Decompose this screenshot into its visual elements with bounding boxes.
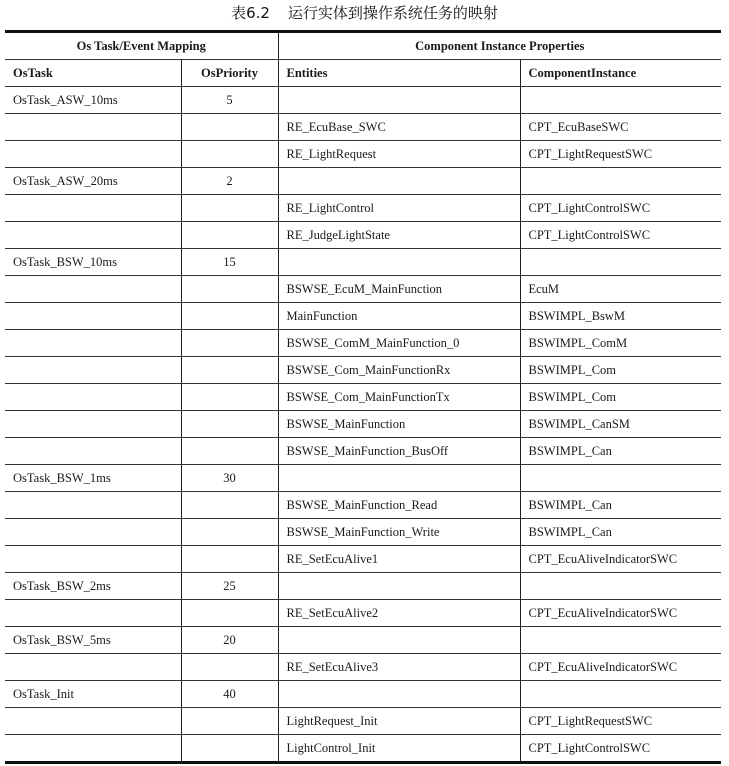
entity-cell xyxy=(278,681,520,708)
component-instance-cell: CPT_LightRequestSWC xyxy=(520,141,721,168)
table-row xyxy=(5,276,721,303)
component-instance-cell: BSWIMPL_Com xyxy=(520,384,721,411)
table-row xyxy=(5,573,721,600)
ostask-cell: OsTask_BSW_5ms xyxy=(5,627,181,654)
table-row xyxy=(5,114,721,141)
entity-cell: MainFunction xyxy=(278,303,520,330)
entity-cell: RE_LightRequest xyxy=(278,141,520,168)
table-row xyxy=(5,357,721,384)
ostask-cell xyxy=(5,492,181,519)
table-row xyxy=(5,600,721,627)
table-row xyxy=(5,87,721,114)
ostask-cell xyxy=(5,546,181,573)
ospriority-cell xyxy=(181,438,278,465)
ospriority-cell xyxy=(181,546,278,573)
entity-cell: BSWSE_Com_MainFunctionTx xyxy=(278,384,520,411)
header-group-row xyxy=(5,32,721,60)
component-instance-cell: EcuM xyxy=(520,276,721,303)
ospriority-cell: 30 xyxy=(181,465,278,492)
ospriority-cell: 2 xyxy=(181,168,278,195)
ostask-cell xyxy=(5,735,181,763)
table-row xyxy=(5,249,721,276)
table-row xyxy=(5,141,721,168)
table-caption xyxy=(0,2,729,24)
ostask-cell: OsTask_BSW_1ms xyxy=(5,465,181,492)
component-instance-cell: CPT_EcuAliveIndicatorSWC xyxy=(520,546,721,573)
ospriority-cell: 25 xyxy=(181,573,278,600)
component-instance-cell: CPT_LightControlSWC xyxy=(520,222,721,249)
ostask-cell xyxy=(5,276,181,303)
table-row xyxy=(5,546,721,573)
ospriority-cell xyxy=(181,384,278,411)
task-mapping-table xyxy=(5,30,721,764)
component-instance-cell: CPT_LightControlSWC xyxy=(520,735,721,763)
component-instance-cell: BSWIMPL_Com xyxy=(520,357,721,384)
ostask-cell xyxy=(5,303,181,330)
component-instance-cell: BSWIMPL_CanSM xyxy=(520,411,721,438)
entity-cell: BSWSE_MainFunction_Read xyxy=(278,492,520,519)
ospriority-cell xyxy=(181,357,278,384)
table-row xyxy=(5,438,721,465)
table-row xyxy=(5,465,721,492)
component-instance-cell xyxy=(520,87,721,114)
component-instance-cell xyxy=(520,168,721,195)
entity-cell: BSWSE_MainFunction_Write xyxy=(278,519,520,546)
table-body xyxy=(5,87,721,763)
column-header-ospriority: OsPriority xyxy=(181,60,278,87)
table-row xyxy=(5,384,721,411)
entity-cell: BSWSE_EcuM_MainFunction xyxy=(278,276,520,303)
column-header-entities: Entities xyxy=(278,60,520,87)
ostask-cell xyxy=(5,519,181,546)
component-instance-cell xyxy=(520,249,721,276)
entity-cell: BSWSE_MainFunction_BusOff xyxy=(278,438,520,465)
table-row xyxy=(5,627,721,654)
header-column-row xyxy=(5,60,721,87)
entity-cell: BSWSE_ComM_MainFunction_0 xyxy=(278,330,520,357)
table-row xyxy=(5,519,721,546)
entity-cell: LightRequest_Init xyxy=(278,708,520,735)
ostask-cell xyxy=(5,330,181,357)
ostask-cell xyxy=(5,384,181,411)
component-instance-cell xyxy=(520,573,721,600)
component-instance-cell: BSWIMPL_Can xyxy=(520,519,721,546)
ospriority-cell: 40 xyxy=(181,681,278,708)
ostask-cell xyxy=(5,708,181,735)
ostask-cell xyxy=(5,600,181,627)
ospriority-cell xyxy=(181,411,278,438)
ospriority-cell: 15 xyxy=(181,249,278,276)
component-instance-cell xyxy=(520,627,721,654)
entity-cell: BSWSE_Com_MainFunctionRx xyxy=(278,357,520,384)
entity-cell xyxy=(278,168,520,195)
component-instance-cell: BSWIMPL_Can xyxy=(520,438,721,465)
component-instance-cell: CPT_EcuBaseSWC xyxy=(520,114,721,141)
ospriority-cell xyxy=(181,303,278,330)
entity-cell: RE_JudgeLightState xyxy=(278,222,520,249)
entity-cell: RE_SetEcuAlive1 xyxy=(278,546,520,573)
table-row xyxy=(5,411,721,438)
entity-cell xyxy=(278,627,520,654)
component-instance-cell: BSWIMPL_ComM xyxy=(520,330,721,357)
entity-cell: RE_SetEcuAlive3 xyxy=(278,654,520,681)
ospriority-cell xyxy=(181,735,278,763)
ostask-cell xyxy=(5,195,181,222)
component-instance-cell: CPT_LightControlSWC xyxy=(520,195,721,222)
table-row xyxy=(5,330,721,357)
table-row xyxy=(5,654,721,681)
table-row xyxy=(5,195,721,222)
ospriority-cell: 5 xyxy=(181,87,278,114)
ostask-cell: OsTask_ASW_10ms xyxy=(5,87,181,114)
table-row xyxy=(5,708,721,735)
ostask-cell xyxy=(5,114,181,141)
component-instance-cell xyxy=(520,465,721,492)
ostask-cell xyxy=(5,438,181,465)
ospriority-cell xyxy=(181,114,278,141)
ospriority-cell xyxy=(181,519,278,546)
ospriority-cell xyxy=(181,492,278,519)
component-instance-cell: CPT_LightRequestSWC xyxy=(520,708,721,735)
header-group-component-properties: Component Instance Properties xyxy=(278,32,721,60)
component-instance-cell xyxy=(520,681,721,708)
component-instance-cell: BSWIMPL_BswM xyxy=(520,303,721,330)
table-row xyxy=(5,681,721,708)
ostask-cell: OsTask_ASW_20ms xyxy=(5,168,181,195)
ostask-cell xyxy=(5,141,181,168)
ospriority-cell: 20 xyxy=(181,627,278,654)
column-header-componentinstance: ComponentInstance xyxy=(520,60,721,87)
ospriority-cell xyxy=(181,195,278,222)
ospriority-cell xyxy=(181,222,278,249)
ospriority-cell xyxy=(181,600,278,627)
ospriority-cell xyxy=(181,708,278,735)
entity-cell: RE_SetEcuAlive2 xyxy=(278,600,520,627)
entity-cell: RE_LightControl xyxy=(278,195,520,222)
table-number: 表6.2 xyxy=(231,4,270,22)
ostask-cell xyxy=(5,357,181,384)
ostask-cell: OsTask_Init xyxy=(5,681,181,708)
ospriority-cell xyxy=(181,654,278,681)
ostask-cell xyxy=(5,222,181,249)
table-title: 运行实体到操作系统任务的映射 xyxy=(287,4,498,22)
entity-cell: LightControl_Init xyxy=(278,735,520,763)
ospriority-cell xyxy=(181,141,278,168)
table-row xyxy=(5,222,721,249)
table-row xyxy=(5,492,721,519)
ostask-cell: OsTask_BSW_10ms xyxy=(5,249,181,276)
component-instance-cell: CPT_EcuAliveIndicatorSWC xyxy=(520,654,721,681)
component-instance-cell: CPT_EcuAliveIndicatorSWC xyxy=(520,600,721,627)
table-row xyxy=(5,168,721,195)
ospriority-cell xyxy=(181,276,278,303)
entity-cell xyxy=(278,249,520,276)
entity-cell xyxy=(278,465,520,492)
entity-cell xyxy=(278,87,520,114)
entity-cell: RE_EcuBase_SWC xyxy=(278,114,520,141)
ostask-cell: OsTask_BSW_2ms xyxy=(5,573,181,600)
ospriority-cell xyxy=(181,330,278,357)
column-header-ostask: OsTask xyxy=(5,60,181,87)
header-group-os-mapping: Os Task/Event Mapping xyxy=(5,32,278,60)
entity-cell: BSWSE_MainFunction xyxy=(278,411,520,438)
entity-cell xyxy=(278,573,520,600)
component-instance-cell: BSWIMPL_Can xyxy=(520,492,721,519)
table-row xyxy=(5,735,721,763)
ostask-cell xyxy=(5,654,181,681)
ostask-cell xyxy=(5,411,181,438)
table-row xyxy=(5,303,721,330)
